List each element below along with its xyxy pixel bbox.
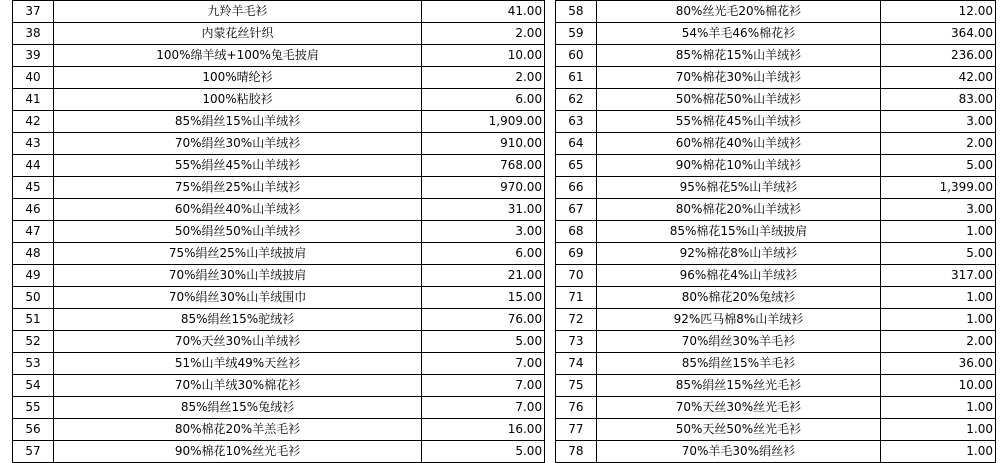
table-row[interactable]: [555, 397, 995, 419]
value-cell[interactable]: 2.00: [881, 133, 996, 155]
table-row[interactable]: [555, 375, 995, 397]
value-cell[interactable]: 42.00: [881, 67, 996, 89]
table-row[interactable]: [555, 111, 995, 133]
right-column: [555, 0, 1006, 458]
description-cell[interactable]: 90%棉花10%丝光毛衫: [54, 441, 422, 463]
value-cell[interactable]: 10.00: [422, 45, 545, 67]
row-number-cell[interactable]: 63: [555, 111, 596, 133]
row-number-cell[interactable]: 58: [555, 1, 596, 23]
description-cell[interactable]: 70%绢丝30%羊毛衫: [596, 331, 880, 353]
column-gap: [545, 0, 555, 450]
row-number-cell[interactable]: 61: [555, 67, 596, 89]
row-number-cell[interactable]: 39: [13, 45, 54, 67]
description-cell[interactable]: 70%天丝30%丝光毛衫: [596, 397, 880, 419]
table-row[interactable]: [555, 419, 995, 441]
table-row[interactable]: [13, 353, 545, 375]
table-row[interactable]: [555, 243, 995, 265]
description-cell[interactable]: 60%绢丝40%山羊绒衫: [54, 199, 422, 221]
description-cell[interactable]: 50%绢丝50%山羊绒衫: [54, 221, 422, 243]
table-row[interactable]: [13, 199, 545, 221]
description-cell[interactable]: 100%绵羊绒+100%兔毛披肩: [54, 45, 422, 67]
description-cell[interactable]: 51%山羊绒49%天丝衫: [54, 353, 422, 375]
value-cell[interactable]: 7.00: [422, 375, 545, 397]
description-cell[interactable]: 内蒙花丝针织: [54, 23, 422, 45]
value-cell[interactable]: 1.00: [881, 397, 996, 419]
row-number-cell[interactable]: 44: [13, 155, 54, 177]
row-number-cell[interactable]: 45: [13, 177, 54, 199]
description-cell[interactable]: 90%棉花10%山羊绒衫: [596, 155, 880, 177]
description-cell[interactable]: 70%绢丝30%山羊绒衫: [54, 133, 422, 155]
value-cell[interactable]: 1,399.00: [881, 177, 996, 199]
value-cell[interactable]: 41.00: [422, 1, 545, 23]
value-cell[interactable]: 10.00: [881, 375, 996, 397]
value-cell[interactable]: 364.00: [881, 23, 996, 45]
table-row[interactable]: [555, 265, 995, 287]
table-row[interactable]: [13, 265, 545, 287]
table-row[interactable]: [555, 45, 995, 67]
row-number-cell[interactable]: 48: [13, 243, 54, 265]
value-cell[interactable]: 12.00: [881, 1, 996, 23]
description-cell[interactable]: 85%绢丝15%驼绒衫: [54, 309, 422, 331]
table-row[interactable]: [555, 309, 995, 331]
value-cell[interactable]: 3.00: [881, 199, 996, 221]
row-number-cell[interactable]: 56: [13, 419, 54, 441]
table-row[interactable]: [13, 331, 545, 353]
value-cell[interactable]: 83.00: [881, 89, 996, 111]
table-row[interactable]: [13, 177, 545, 199]
table-row[interactable]: [555, 89, 995, 111]
description-cell[interactable]: 95%棉花5%山羊绒衫: [596, 177, 880, 199]
table-row[interactable]: [555, 155, 995, 177]
row-number-cell[interactable]: 57: [13, 441, 54, 463]
value-cell[interactable]: 31.00: [422, 199, 545, 221]
row-number-cell[interactable]: 38: [13, 23, 54, 45]
description-cell[interactable]: 55%绢丝45%山羊绒衫: [54, 155, 422, 177]
value-cell[interactable]: 5.00: [881, 243, 996, 265]
row-number-cell[interactable]: 55: [13, 397, 54, 419]
table-row[interactable]: [13, 309, 545, 331]
row-number-cell[interactable]: 67: [555, 199, 596, 221]
value-cell[interactable]: 7.00: [422, 353, 545, 375]
description-cell[interactable]: 80%丝光毛20%棉花衫: [596, 1, 880, 23]
value-cell[interactable]: 5.00: [422, 331, 545, 353]
table-row[interactable]: [13, 23, 545, 45]
value-cell[interactable]: 16.00: [422, 419, 545, 441]
right-table-body: [555, 1, 995, 463]
table-row[interactable]: [555, 177, 995, 199]
row-number-cell[interactable]: 47: [13, 221, 54, 243]
row-number-cell[interactable]: 53: [13, 353, 54, 375]
table-row[interactable]: [555, 353, 995, 375]
right-table: [555, 0, 996, 463]
row-number-cell[interactable]: 71: [555, 287, 596, 309]
description-cell[interactable]: 96%棉花4%山羊绒衫: [596, 265, 880, 287]
value-cell[interactable]: 2.00: [422, 67, 545, 89]
row-number-cell[interactable]: 59: [555, 23, 596, 45]
row-number-cell[interactable]: 75: [555, 375, 596, 397]
table-row[interactable]: [555, 23, 995, 45]
value-cell[interactable]: 317.00: [881, 265, 996, 287]
table-row[interactable]: [13, 45, 545, 67]
table-row[interactable]: [13, 397, 545, 419]
value-cell[interactable]: 15.00: [422, 287, 545, 309]
table-row[interactable]: [13, 243, 545, 265]
description-cell[interactable]: 75%绢丝25%山羊绒披肩: [54, 243, 422, 265]
row-number-cell[interactable]: 42: [13, 111, 54, 133]
row-number-cell[interactable]: 74: [555, 353, 596, 375]
description-cell[interactable]: 70%绢丝30%山羊绒披肩: [54, 265, 422, 287]
row-number-cell[interactable]: 54: [13, 375, 54, 397]
table-row[interactable]: [555, 331, 995, 353]
row-number-cell[interactable]: 50: [13, 287, 54, 309]
left-table-body: [13, 1, 545, 463]
row-number-cell[interactable]: 77: [555, 419, 596, 441]
row-number-cell[interactable]: 52: [13, 331, 54, 353]
description-cell[interactable]: 60%棉花40%山羊绒衫: [596, 133, 880, 155]
description-cell[interactable]: 70%山羊绒30%棉花衫: [54, 375, 422, 397]
description-cell[interactable]: 85%绢丝15%羊毛衫: [596, 353, 880, 375]
value-cell[interactable]: 7.00: [422, 397, 545, 419]
description-cell[interactable]: 92%匹马棉8%山羊绒衫: [596, 309, 880, 331]
description-cell[interactable]: 85%棉花15%山羊绒披肩: [596, 221, 880, 243]
description-cell[interactable]: 100%晴纶衫: [54, 67, 422, 89]
value-cell[interactable]: 3.00: [422, 221, 545, 243]
table-row[interactable]: [13, 155, 545, 177]
value-cell[interactable]: 970.00: [422, 177, 545, 199]
row-number-cell[interactable]: 41: [13, 89, 54, 111]
row-number-cell[interactable]: 62: [555, 89, 596, 111]
description-cell[interactable]: 70%羊毛30%绢丝衫: [596, 441, 880, 463]
description-cell[interactable]: 92%棉花8%山羊绒衫: [596, 243, 880, 265]
row-number-cell[interactable]: 73: [555, 331, 596, 353]
table-row[interactable]: [13, 89, 545, 111]
description-cell[interactable]: 70%棉花30%山羊绒衫: [596, 67, 880, 89]
description-cell[interactable]: 85%绢丝15%兔绒衫: [54, 397, 422, 419]
value-cell[interactable]: 36.00: [881, 353, 996, 375]
row-number-cell[interactable]: 78: [555, 441, 596, 463]
description-cell[interactable]: 85%棉花15%山羊绒衫: [596, 45, 880, 67]
description-cell[interactable]: 85%绢丝15%丝光毛衫: [596, 375, 880, 397]
value-cell[interactable]: 768.00: [422, 155, 545, 177]
value-cell[interactable]: 5.00: [881, 155, 996, 177]
value-cell[interactable]: 1.00: [881, 221, 996, 243]
table-row[interactable]: [555, 67, 995, 89]
value-cell[interactable]: 6.00: [422, 89, 545, 111]
table-row[interactable]: [13, 221, 545, 243]
table-row[interactable]: [555, 199, 995, 221]
row-number-cell[interactable]: 68: [555, 221, 596, 243]
table-row[interactable]: [555, 287, 995, 309]
table-row[interactable]: [13, 111, 545, 133]
value-cell[interactable]: 1.00: [881, 441, 996, 463]
row-number-cell[interactable]: 69: [555, 243, 596, 265]
row-number-cell[interactable]: 66: [555, 177, 596, 199]
value-cell[interactable]: 1.00: [881, 287, 996, 309]
row-number-cell[interactable]: 43: [13, 133, 54, 155]
value-cell[interactable]: 2.00: [422, 23, 545, 45]
description-cell[interactable]: 九羚羊毛衫: [54, 1, 422, 23]
row-number-cell[interactable]: 60: [555, 45, 596, 67]
row-number-cell[interactable]: 46: [13, 199, 54, 221]
description-cell[interactable]: 80%棉花20%兔绒衫: [596, 287, 880, 309]
table-row[interactable]: [13, 133, 545, 155]
value-cell[interactable]: 76.00: [422, 309, 545, 331]
description-cell[interactable]: 50%天丝50%丝光毛衫: [596, 419, 880, 441]
description-cell[interactable]: 80%棉花20%羊羔毛衫: [54, 419, 422, 441]
table-row[interactable]: [555, 1, 995, 23]
value-cell[interactable]: 21.00: [422, 265, 545, 287]
table-row[interactable]: [555, 441, 995, 463]
value-cell[interactable]: 1.00: [881, 309, 996, 331]
description-cell[interactable]: 55%棉花45%山羊绒衫: [596, 111, 880, 133]
description-cell[interactable]: 50%棉花50%山羊绒衫: [596, 89, 880, 111]
description-cell[interactable]: 75%绢丝25%山羊绒衫: [54, 177, 422, 199]
table-row[interactable]: [13, 375, 545, 397]
value-cell[interactable]: 1.00: [881, 419, 996, 441]
description-cell[interactable]: 70%绢丝30%山羊绒围巾: [54, 287, 422, 309]
value-cell[interactable]: 2.00: [881, 331, 996, 353]
row-number-cell[interactable]: 72: [555, 309, 596, 331]
row-number-cell[interactable]: 76: [555, 397, 596, 419]
table-row[interactable]: [555, 133, 995, 155]
value-cell[interactable]: 5.00: [422, 441, 545, 463]
value-cell[interactable]: 236.00: [881, 45, 996, 67]
description-cell[interactable]: 70%天丝30%山羊绒衫: [54, 331, 422, 353]
table-row[interactable]: [555, 221, 995, 243]
row-number-cell[interactable]: 49: [13, 265, 54, 287]
value-cell[interactable]: 3.00: [881, 111, 996, 133]
row-number-cell[interactable]: 65: [555, 155, 596, 177]
left-table: [12, 0, 545, 463]
row-number-cell[interactable]: 70: [555, 265, 596, 287]
table-row[interactable]: [13, 1, 545, 23]
row-number-cell[interactable]: 40: [13, 67, 54, 89]
value-cell[interactable]: 1,909.00: [422, 111, 545, 133]
value-cell[interactable]: 6.00: [422, 243, 545, 265]
table-row[interactable]: [13, 419, 545, 441]
row-number-cell[interactable]: 64: [555, 133, 596, 155]
table-row[interactable]: [13, 67, 545, 89]
description-cell[interactable]: 85%绢丝15%山羊绒衫: [54, 111, 422, 133]
description-cell[interactable]: 80%棉花20%山羊绒衫: [596, 199, 880, 221]
description-cell[interactable]: 100%粘胶衫: [54, 89, 422, 111]
table-row[interactable]: [13, 441, 545, 463]
description-cell[interactable]: 54%羊毛46%棉花衫: [596, 23, 880, 45]
row-number-cell[interactable]: 51: [13, 309, 54, 331]
table-row[interactable]: [13, 287, 545, 309]
row-number-cell[interactable]: 37: [13, 1, 54, 23]
value-cell[interactable]: 910.00: [422, 133, 545, 155]
